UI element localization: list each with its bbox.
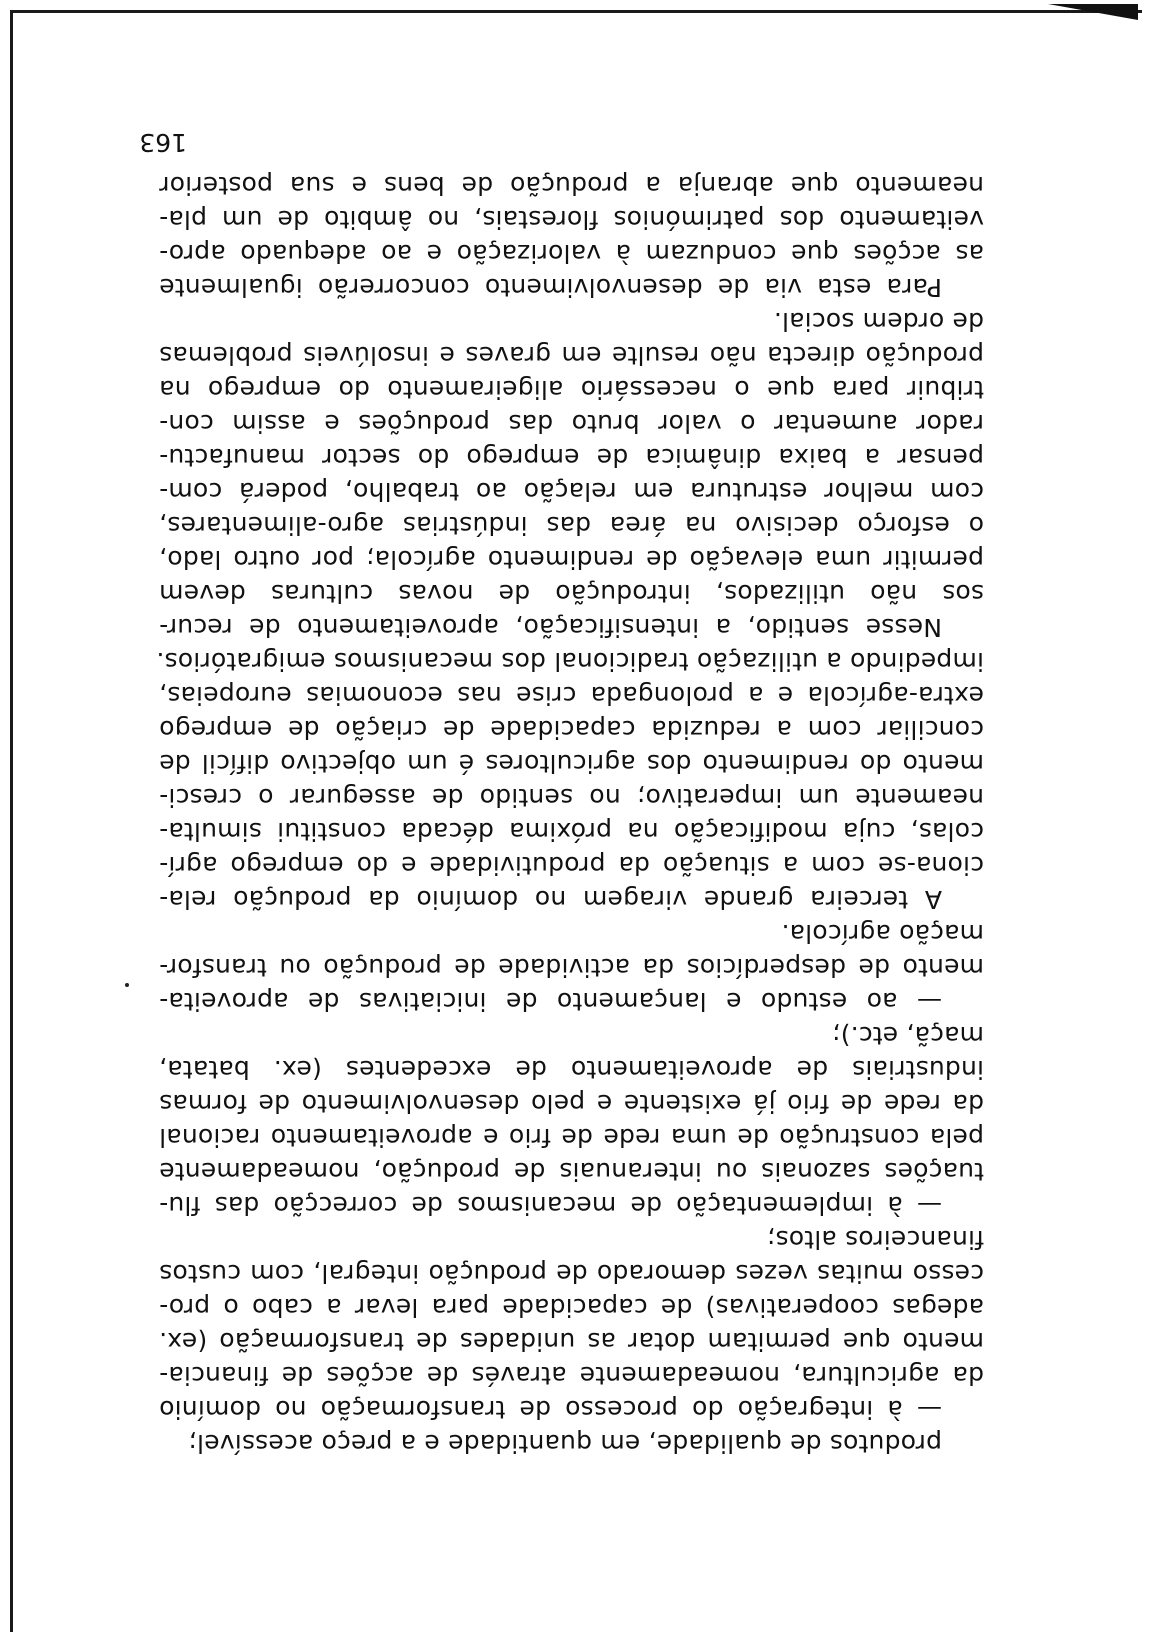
text-line: ciona-se com a situação da produtividade e do emprego agrí- xyxy=(159,851,984,880)
text-line: tuações sazonais ou interanuais de produção, nomeadamente xyxy=(159,1157,984,1186)
page-number: 163 xyxy=(139,128,187,157)
text-line: permitir uma elevação de rendimento agrícola; por outro lado, xyxy=(159,545,984,574)
text-line: tribuir para que o necessário aligeiramento do emprego na xyxy=(159,375,984,404)
text-line: o esforço decisivo na área das indústrias agro-alimentares, xyxy=(159,511,984,540)
text-line: A terceira grande viragem no domínio da produção rela- xyxy=(159,885,942,914)
body-text xyxy=(156,168,984,1460)
text-line: da rede de frio já existente e pelo desenvolvimento de formas xyxy=(159,1089,984,1118)
text-line: neamente um imperativo; no sentido de assegurar o cresci- xyxy=(159,783,984,812)
text-line: com melhor estrutura em relação ao trabalho, poderá com- xyxy=(159,477,984,506)
text-line: impedindo a utilização tradicional dos mecanismos emigratórios. xyxy=(156,647,984,676)
text-line: neamento que abranja a produção de bens e sua posterior xyxy=(159,171,984,200)
text-line: mento que permitam dotar as unidades de transformação (ex. xyxy=(159,1327,984,1356)
text-line: maçã, etc.); xyxy=(831,1021,984,1050)
text-line: produtos de qualidade, em quantidade e a preço acessível; xyxy=(188,1429,942,1458)
text-line: — ao estudo e lançamento de iniciativas de aproveita- xyxy=(159,987,942,1016)
text-line: conciliar com a reduzida capacidade de criação de emprego xyxy=(159,715,984,744)
text-line: mação agrícola. xyxy=(781,919,984,948)
text-line: produção directa não resulte em graves e insolúveis problemas xyxy=(159,341,984,370)
text-line: extra-agrícola e a prolongada crise nas economias europeias, xyxy=(159,681,984,710)
text-line: da agricultura, nomeadamente através de acções de financia- xyxy=(159,1361,984,1390)
text-line: pensar a baixa dinâmica de emprego do sector manufactu- xyxy=(159,443,984,472)
text-line: veitamento dos patrimónios florestais, no âmbito de um pla- xyxy=(159,205,984,234)
text-line: as acções que conduzam à valorização e ao adequado apro- xyxy=(159,239,984,268)
text-line: industriais de aproveitamento de excedentes (ex. batata, xyxy=(159,1055,984,1084)
text-line: Nesse sentido, a intensificação, aproveitamento de recur- xyxy=(159,613,942,642)
text-line: Para esta via de desenvolvimento concorrerão igualmente xyxy=(159,273,942,302)
text-line: adegas cooperativas) de capacidade para levar a cabo o pro- xyxy=(159,1293,984,1322)
text-line: — à implementação de mecanismos de correcção das flu- xyxy=(159,1191,942,1220)
text-line: de ordem social. xyxy=(773,307,984,336)
text-line: pela construção de uma rede de frio e aproveitamento racional xyxy=(159,1123,984,1152)
text-line: colas, cuja modificação na próxima década constitui simulta- xyxy=(159,817,984,846)
text-line: mento do rendimento dos agricultores é um objectivo difícil de xyxy=(159,749,984,778)
text-line: financeiros altos; xyxy=(766,1225,984,1254)
text-line: mento de desperdícios da actividade de produção ou transfor- xyxy=(159,953,984,982)
text-line: — à integração do processo de transformação no domínio xyxy=(159,1395,942,1424)
text-line: rador aumentar o valor bruto das produções e assim con- xyxy=(159,409,984,438)
text-line: sos não utilizados, introdução de novas culturas devem xyxy=(159,579,984,608)
text-line: cesso muitas vezes demorado de produção integral, com custos xyxy=(159,1259,984,1288)
